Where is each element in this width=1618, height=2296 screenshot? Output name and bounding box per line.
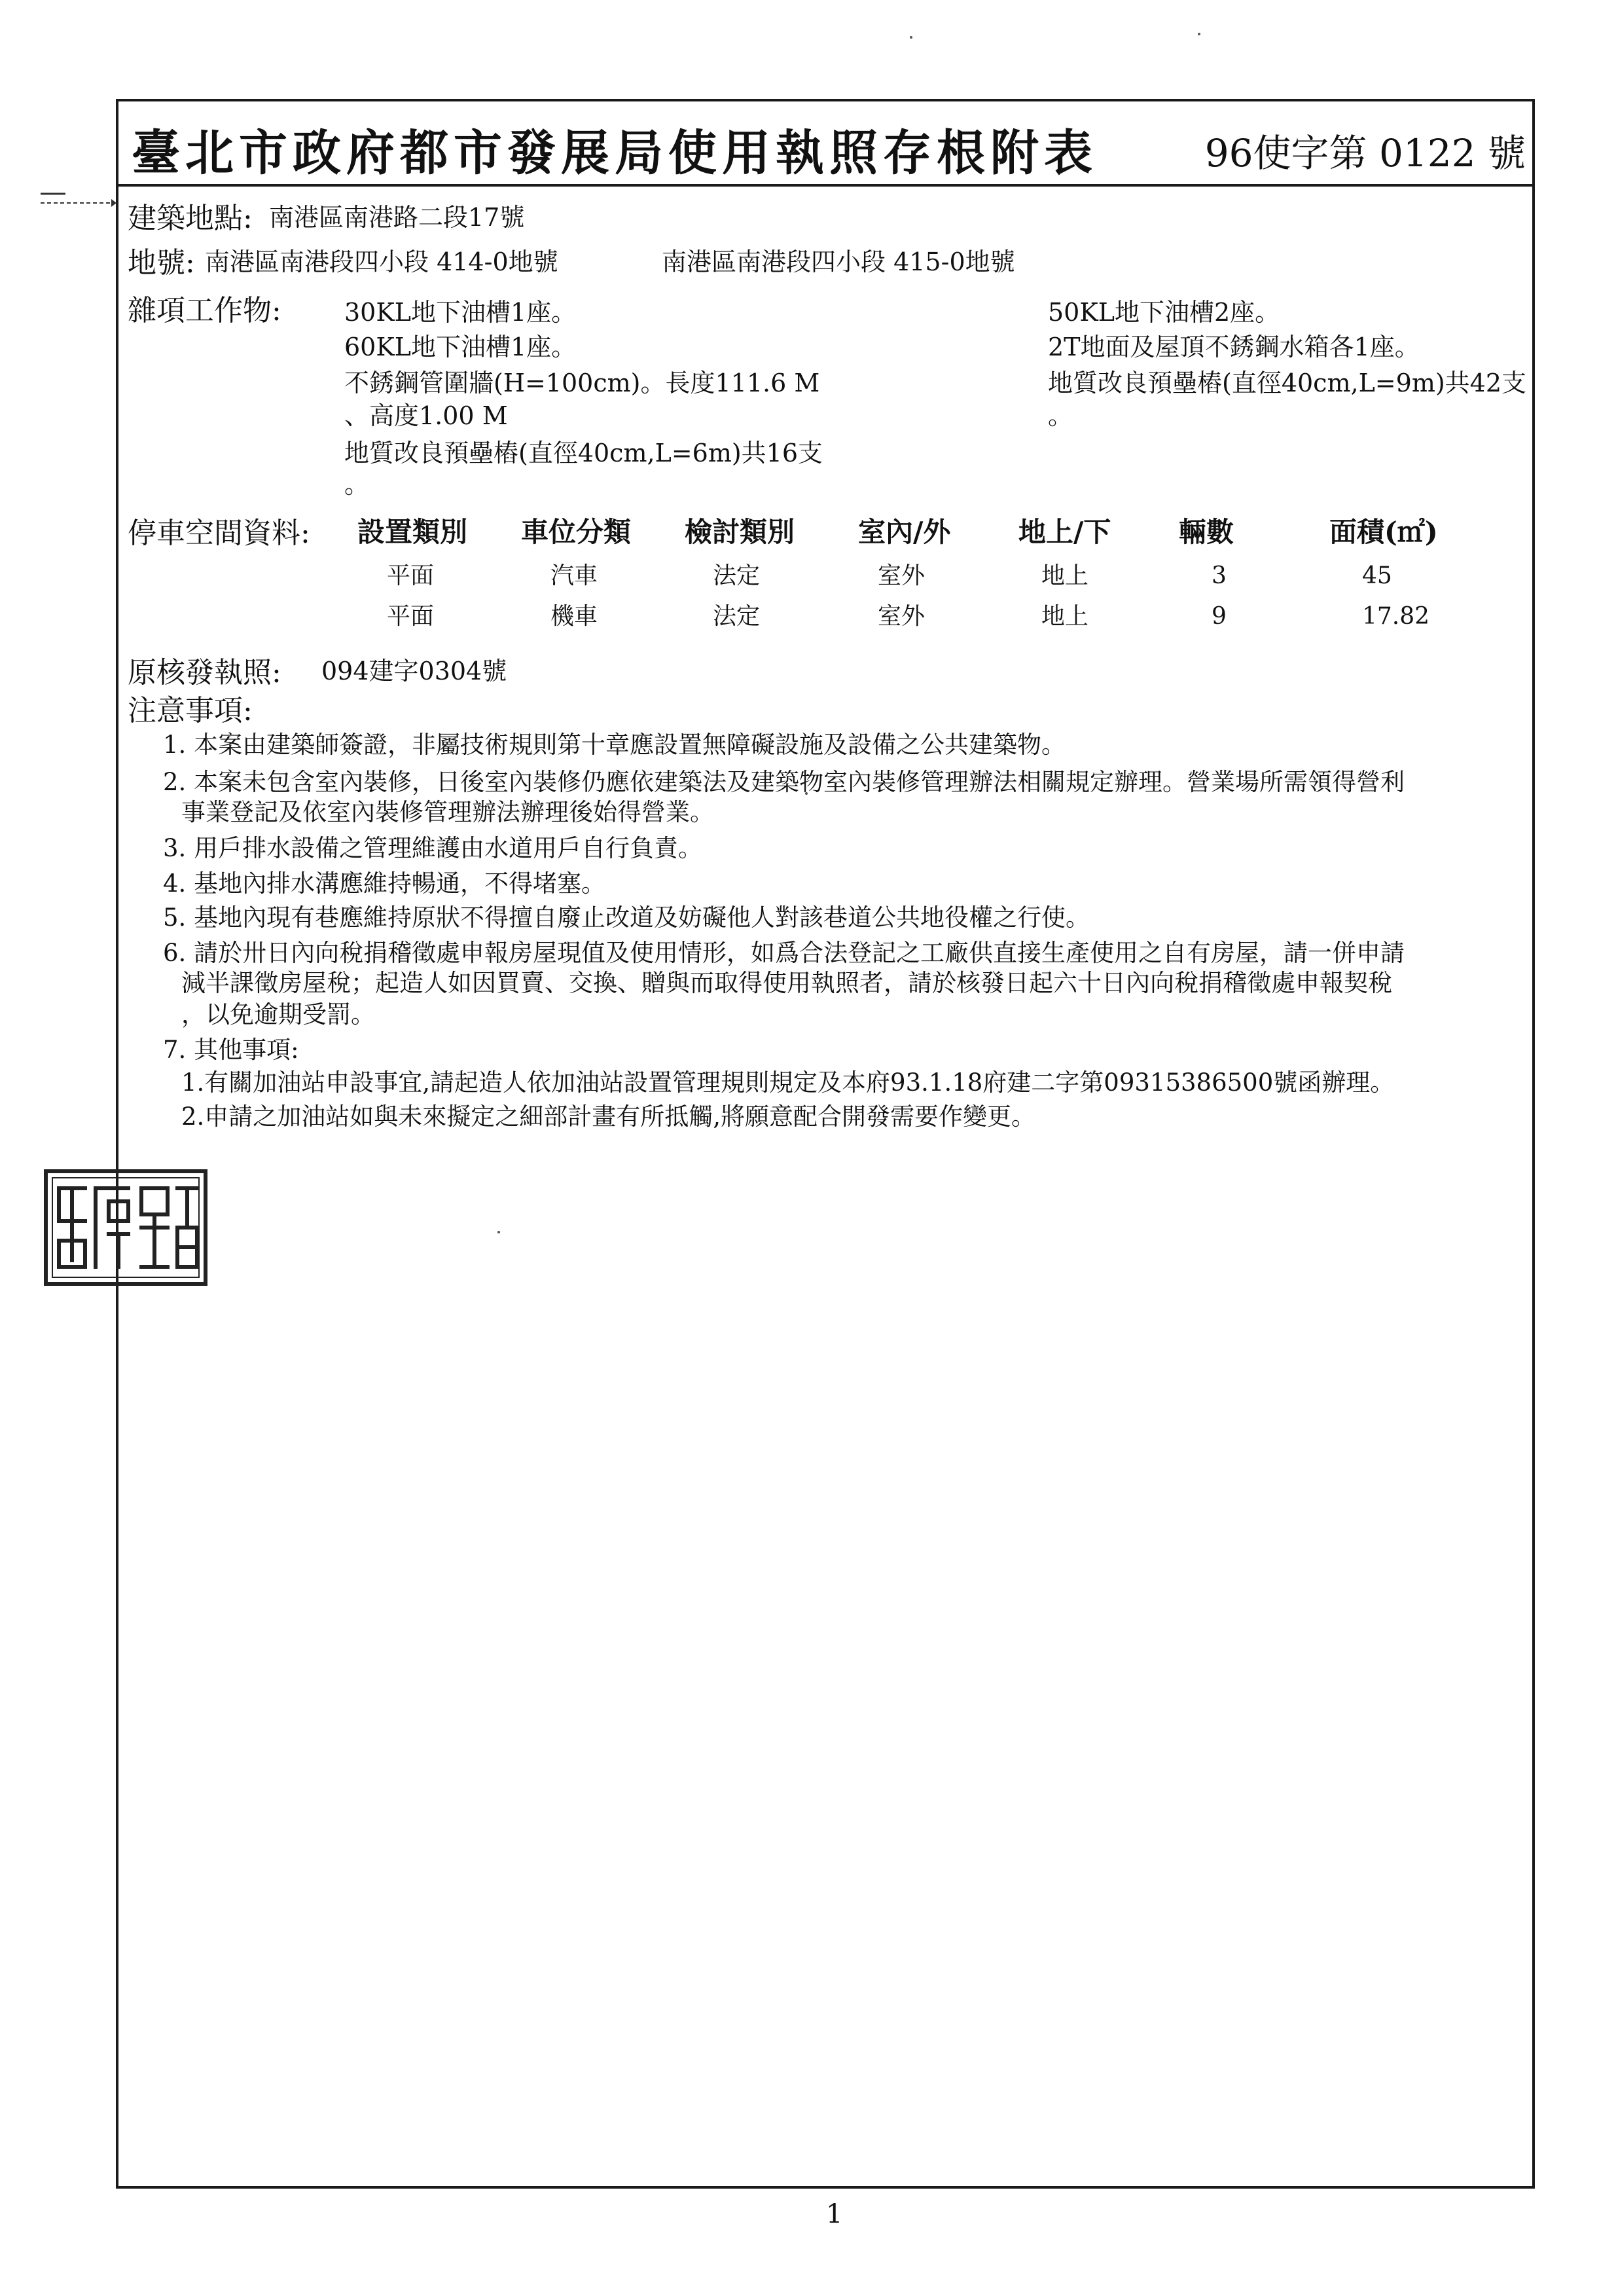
permit-number: 96使字第 0122 號 <box>1204 131 1526 175</box>
parking-label: 停車空間資料: <box>128 517 310 550</box>
document-frame <box>116 99 1535 2229</box>
notes-heading: 注意事項: <box>128 694 253 727</box>
note-line: 2. 本案未包含室內裝修，日後室內裝修仍應依建築法及建築物室內裝修管理辦法相關規定辦理。營業場所需領得營利 <box>163 768 1405 796</box>
original-permit-value: 094建字0304號 <box>321 657 507 685</box>
parking-cell: 機車 <box>550 603 598 630</box>
lot-value-2: 南港區南港段四小段 415-0地號 <box>662 247 1015 276</box>
original-permit-label: 原核發執照: <box>128 656 281 689</box>
scan-speck <box>1198 33 1200 35</box>
parking-cell: 平面 <box>387 603 435 630</box>
misc-works-left-line: 不銹鋼管圍牆(H=100cm)。長度111.6 M <box>344 369 820 397</box>
misc-works-right-line: 地質改良預壘樁(直徑40cm,L=9m)共42支 <box>1048 369 1527 397</box>
lot-value-1: 南港區南港段四小段 414-0地號 <box>205 247 558 276</box>
note-line: 1.有關加油站申設事宜,請起造人依加油站設置管理規則規定及本府93.1.18府建二字第09315386500號函辦理。 <box>181 1068 1395 1097</box>
misc-works-left-line: 、高度1.00 M <box>344 401 508 430</box>
misc-works-right-line: 2T地面及屋頂不銹鋼水箱各1座。 <box>1048 333 1420 361</box>
parking-cell: 汽車 <box>550 562 598 589</box>
parking-col-header: 檢討類別 <box>685 516 795 548</box>
note-line: 7. 其他事項: <box>163 1036 299 1064</box>
parking-col-header: 車位分類 <box>521 516 632 548</box>
arrow-mark-icon <box>39 190 118 208</box>
parking-cell: 3 <box>1212 562 1227 589</box>
parking-cell: 室外 <box>878 562 926 589</box>
document-title: 臺北市政府都市發展局使用執照存根附表 <box>132 125 1098 181</box>
parking-cell: 45 <box>1362 562 1392 589</box>
note-line: 1. 本案由建築師簽證，非屬技術規則第十章應設置無障礙設施及設備之公共建築物。 <box>163 731 1066 759</box>
location-value: 南港區南港路二段17號 <box>269 203 525 232</box>
parking-cell: 室外 <box>878 603 926 630</box>
misc-works-left-line: 30KL地下油槽1座。 <box>344 298 577 327</box>
parking-cell: 17.82 <box>1362 603 1430 630</box>
note-line: 6. 請於卅日內向稅捐稽徵處申報房屋現值及使用情形，如爲合法登記之工廠供直接生產使用之自有房屋，請一併申請 <box>163 939 1405 967</box>
misc-works-label: 雜項工作物: <box>128 294 281 327</box>
misc-works-right-line: 。 <box>1048 401 1073 430</box>
page-number: 1 <box>826 2199 843 2229</box>
note-line: 2.申請之加油站如與未來擬定之細部計畫有所抵觸,將願意配合開發需要作變更。 <box>181 1102 1036 1131</box>
note-line: 5. 基地內現有巷應維持原狀不得擅自廢止改道及妨礙他人對該巷道公共地役權之行使。 <box>163 903 1090 932</box>
parking-cell: 平面 <box>387 562 435 589</box>
parking-cell: 9 <box>1212 603 1227 630</box>
parking-col-header: 設置類別 <box>357 516 468 548</box>
note-line: 4. 基地內排水溝應維持暢通，不得堵塞。 <box>163 869 606 898</box>
misc-works-right-line: 50KL地下油槽2座。 <box>1048 298 1280 327</box>
parking-col-header: 室內/外 <box>858 516 951 548</box>
lot-label: 地號: <box>128 246 195 280</box>
note-line: ，以免逾期受罰。 <box>181 1000 375 1029</box>
location-label: 建築地點: <box>128 202 253 235</box>
scan-speck <box>910 36 912 39</box>
note-line: 減半課徵房屋稅；起造人如因買賣、交換、贈與而取得使用執照者，請於核發日起六十日內向稅捐稽徵處申報契稅 <box>181 969 1392 997</box>
title-row <box>118 101 1532 187</box>
misc-works-left-line: 。 <box>344 470 370 499</box>
note-line: 3. 用戶排水設備之管理維護由水道用戶自行負責。 <box>163 834 703 862</box>
parking-cell: 地上 <box>1041 562 1089 589</box>
parking-col-header: 地上/下 <box>1018 516 1111 548</box>
parking-cell: 法定 <box>713 603 761 630</box>
parking-col-header: 輛數 <box>1179 516 1234 548</box>
parking-col-header: 面積(㎡) <box>1329 516 1438 548</box>
official-seal-icon <box>43 1169 208 1286</box>
parking-cell: 法定 <box>713 562 761 589</box>
note-line: 事業登記及依室內裝修管理辦法辦理後始得營業。 <box>181 798 714 826</box>
misc-works-left-line: 地質改良預壘樁(直徑40cm,L=6m)共16支 <box>344 439 823 467</box>
parking-cell: 地上 <box>1041 603 1089 630</box>
misc-works-left-line: 60KL地下油槽1座。 <box>344 333 577 361</box>
